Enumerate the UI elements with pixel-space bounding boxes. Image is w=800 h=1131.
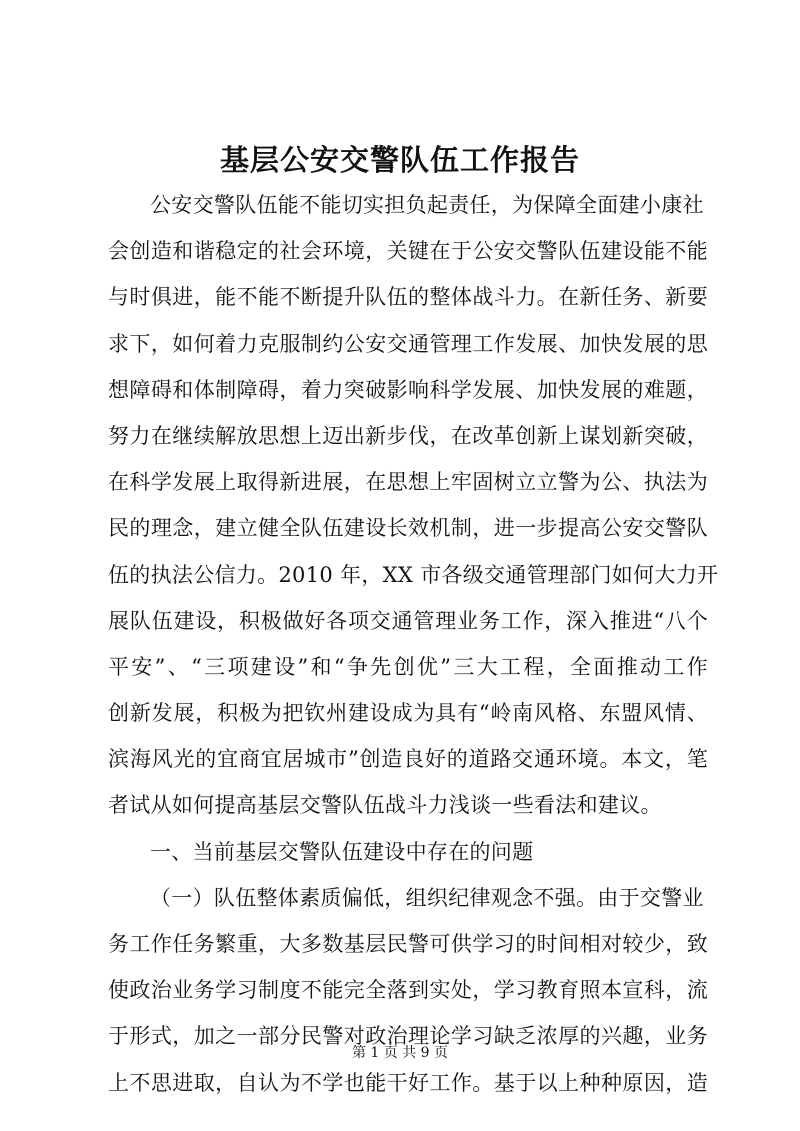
text-line: 与时俱进，能不能不断提升队伍的整体战斗力。在新任务、新要 (108, 285, 708, 310)
text-line: 滨海风光的宜商宜居城市”创造良好的道路交通环境。本文，笔 (108, 747, 708, 772)
text-line: 展队伍建设，积极做好各项交通管理业务工作，深入推进“八个 (108, 608, 708, 633)
text-line: 民的理念，建立健全队伍建设长效机制，进一步提高公安交警队 (108, 516, 708, 541)
text-line: 在科学发展上取得新进展，在思想上牢固树立立警为公、执法为 (108, 470, 708, 495)
text-line: 务工作任务繁重，大多数基层民警可供学习的时间相对较少，致 (108, 932, 708, 956)
text-line: 会创造和谐稳定的社会环境，关键在于公安交警队伍建设能不能 (108, 239, 708, 264)
text-line: 努力在继续解放思想上迈出新步伐，在改革创新上谋划新突破， (108, 423, 708, 448)
text-line: 于形式，加之一部分民警对政治理论学习缺乏浓厚的兴趣，业务 (108, 1024, 708, 1049)
text-line: （一）队伍整体素质偏低，组织纪律观念不强。由于交警业 (150, 885, 704, 910)
text-line: 创新发展，积极为把钦州建设成为具有“岭南风格、东盟风情、 (108, 701, 708, 726)
document-title: 基层公安交警队伍工作报告 (219, 143, 580, 177)
text-line: 者试从如何提高基层交警队伍战斗力浅谈一些看法和建议。 (108, 793, 662, 818)
text-line: 使政治业务学习制度不能完全落到实处，学习教育照本宣科，流 (108, 978, 708, 1003)
section-heading: 一、当前基层交警队伍建设中存在的问题 (150, 839, 534, 864)
page-footer: 第 1 页 共 9 页 (351, 1045, 449, 1061)
text-line: 公安交警队伍能不能切实担负起责任，为保障全面建小康社 (150, 193, 704, 217)
text-line: 想障碍和体制障碍，着力突破影响科学发展、加快发展的难题， (108, 377, 708, 402)
text-line: 平安”、“三项建设”和“争先创优”三大工程，全面推动工作 (108, 654, 708, 679)
document-body (108, 182, 719, 1106)
text-line: 上不思进取，自认为不学也能干好工作。基于以上种种原因，造 (108, 1070, 708, 1095)
text-line: 伍的执法公信力。2010 年，XX 市各级交通管理部门如何大力开 (108, 562, 719, 587)
text-line: 求下，如何着力克服制约公安交通管理工作发展、加快发展的思 (108, 331, 708, 356)
